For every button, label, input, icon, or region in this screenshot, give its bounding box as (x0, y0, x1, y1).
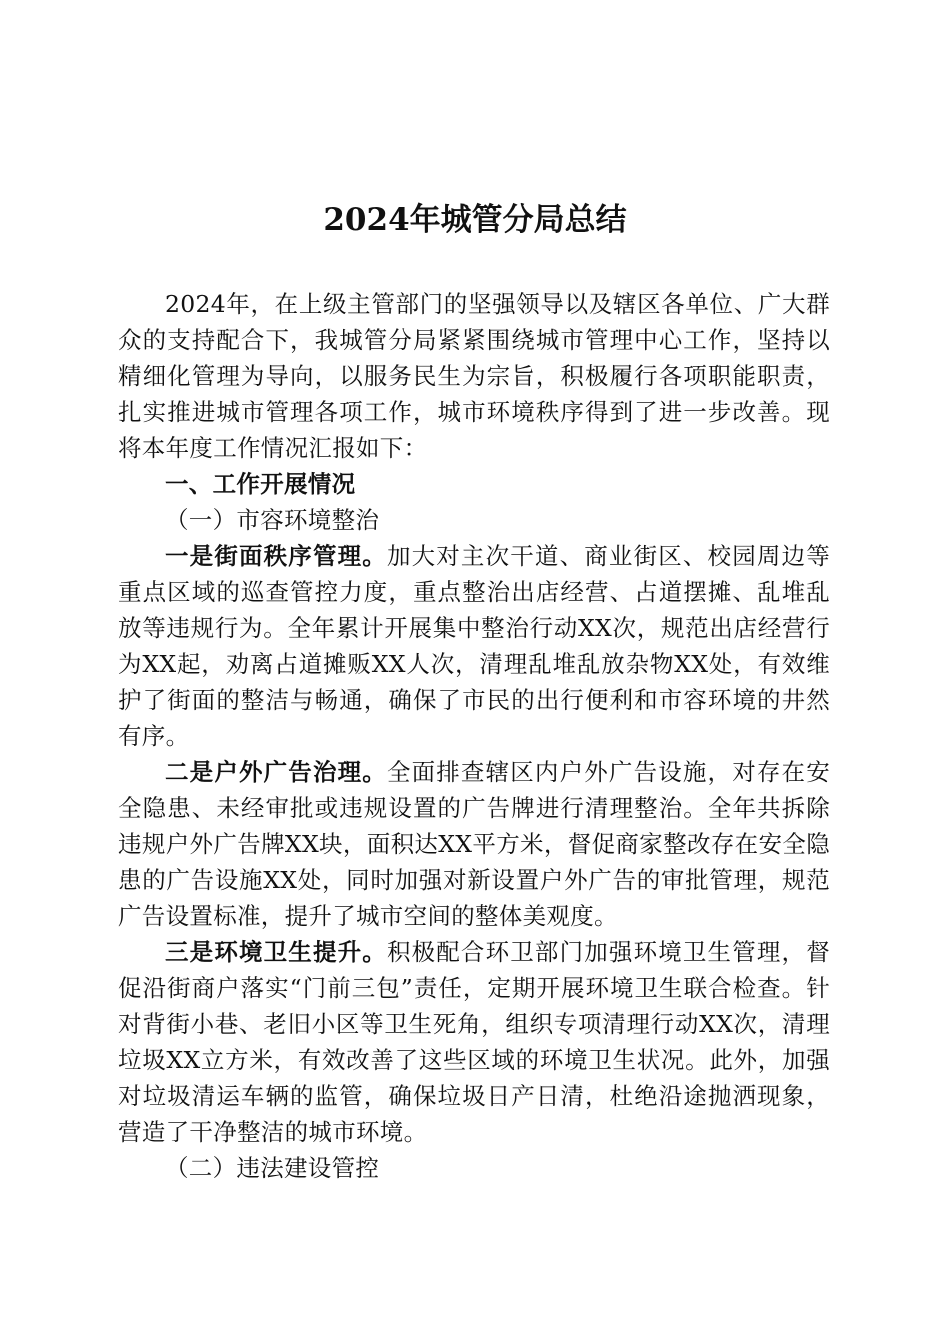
document-title: 2024年城管分局总结 (323, 202, 627, 238)
item-text-2: 全面排查辖区内户外广告设施，对存在安全隐患、未经审批或违规设置的广告牌进行清理整治。全年共拆除违规户外广告牌XX块，面积达XX平方米，督促商家整改存在安全隐患的广告设施XX处，同时加强对新设置户外广告的审批管理，规范广告设置标准，提升了城市空间的整体美观度。 (118, 758, 830, 930)
item-paragraph-2 (118, 754, 830, 934)
item-text-1: 加大对主次干道、商业街区、校园周边等重点区域的巡查管控力度，重点整治出店经营、占道摆摊、乱堆乱放等违规行为。全年累计开展集中整治行动XX次，规范出店经营行为XX起，劝离占道摊贩XX人次，清理乱堆乱放杂物XX处，有效维护了街面的整洁与畅通，确保了市民的出行便利和市容环境的井然有序。 (118, 542, 830, 750)
subsection-heading-2: （二）违法建设管控 (165, 1154, 380, 1182)
item-paragraph-3 (118, 934, 830, 1150)
item-paragraph-1 (118, 538, 830, 754)
subsection-heading-1: （一）市容环境整治 (165, 506, 380, 534)
item-lead-3: 三是环境卫生提升。 (165, 938, 387, 966)
item-lead-2: 二是户外广告治理。 (165, 758, 387, 786)
intro-paragraph: 2024年，在上级主管部门的坚强领导以及辖区各单位、广大群众的支持配合下，我城管分局紧紧围绕城市管理中心工作，坚持以精细化管理为导向，以服务民生为宗旨，积极履行各项职能职责，扎实推进城市管理各项工作，城市环境秩序得到了进一步改善。现将本年度工作情况汇报如下： (118, 290, 830, 462)
section-heading-1: 一、工作开展情况 (165, 470, 356, 498)
item-lead-1: 一是街面秩序管理。 (165, 542, 387, 570)
document-body (118, 286, 830, 1186)
item-text-3: 积极配合环卫部门加强环境卫生管理，督促沿街商户落实“门前三包”责任，定期开展环境卫生联合检查。针对背街小巷、老旧小区等卫生死角，组织专项清理行动XX次，清理垃圾XX立方米，有效改善了这些区域的环境卫生状况。此外，加强对垃圾清运车辆的监管，确保垃圾日产日清，杜绝沿途抛洒现象，营造了干净整洁的城市环境。 (118, 938, 830, 1146)
